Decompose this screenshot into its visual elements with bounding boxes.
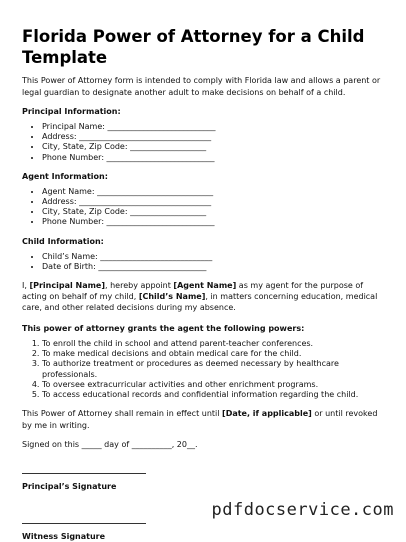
signature-line [22,514,146,524]
document-title: Florida Power of Attorney for a Child Template [22,27,365,67]
list-item: • Phone Number: ___________________________ [42,153,386,163]
effect-paragraph: This Power of Attorney shall remain in effect until [Date, if applicable] or until revoked by me in writing. [22,409,378,430]
principal-name-placeholder: [Principal Name] [29,281,106,291]
list-item: 1. To enroll the child in school and attend parent-teacher conferences. [42,339,386,349]
child-list [22,252,386,272]
list-item: • City, State, Zip Code: ___________________ [42,142,386,152]
list-item: • Address: _________________________________ [42,197,386,207]
list-item: 4. To oversee extracurricular activities and other enrichment programs. [42,380,386,390]
list-item: 2. To make medical decisions and obtain medical care for the child. [42,349,386,359]
signed-on-line: Signed on this _____ day of __________, 20__. [22,439,198,449]
list-item: • Phone Number: ___________________________ [42,217,386,227]
witness-signature-label: Witness Signature [22,532,106,542]
powers-heading: This power of attorney grants the agent the following powers: [22,323,305,333]
principal-list [22,122,386,163]
agent-list [22,187,386,228]
list-item: • Address: _________________________________ [42,132,386,142]
list-item: • Date of Birth: ___________________________ [42,262,386,272]
appointment-paragraph: I, [Principal Name], hereby appoint [Agent Name] as my agent for the purpose of acting on behalf of my child, [Child’s Name], in matters concerning education, medical care, and other related decisions during my absence. [22,281,378,313]
agent-name-placeholder: [Agent Name] [173,281,237,291]
agent-heading: Agent Information: [22,171,108,181]
list-item: • City, State, Zip Code: ___________________ [42,207,386,217]
child-name-placeholder: [Child’s Name] [138,292,206,302]
date-placeholder: [Date, if applicable] [222,409,312,419]
list-item: • Principal Name: ___________________________ [42,122,386,132]
document-page [22,26,386,542]
list-item: 5. To access educational records and confidential information regarding the child. [42,390,386,400]
principal-signature-block [22,464,386,492]
watermark: pdfdocservice.com [211,500,394,520]
signature-line [22,464,146,474]
principal-heading: Principal Information: [22,107,121,116]
child-heading: Child Information: [22,236,104,246]
list-item: 3. To authorize treatment or procedures as deemed necessary by healthcare professionals. [42,359,386,380]
list-item: • Agent Name: _____________________________ [42,187,386,197]
principal-signature-label: Principal’s Signature [22,482,117,492]
list-item: • Child’s Name: ____________________________ [42,252,386,262]
intro-paragraph: This Power of Attorney form is intended to comply with Florida law and allows a parent or legal guardian to designate another adult to make decisions on behalf of a child. [22,76,381,97]
powers-list [22,339,386,401]
